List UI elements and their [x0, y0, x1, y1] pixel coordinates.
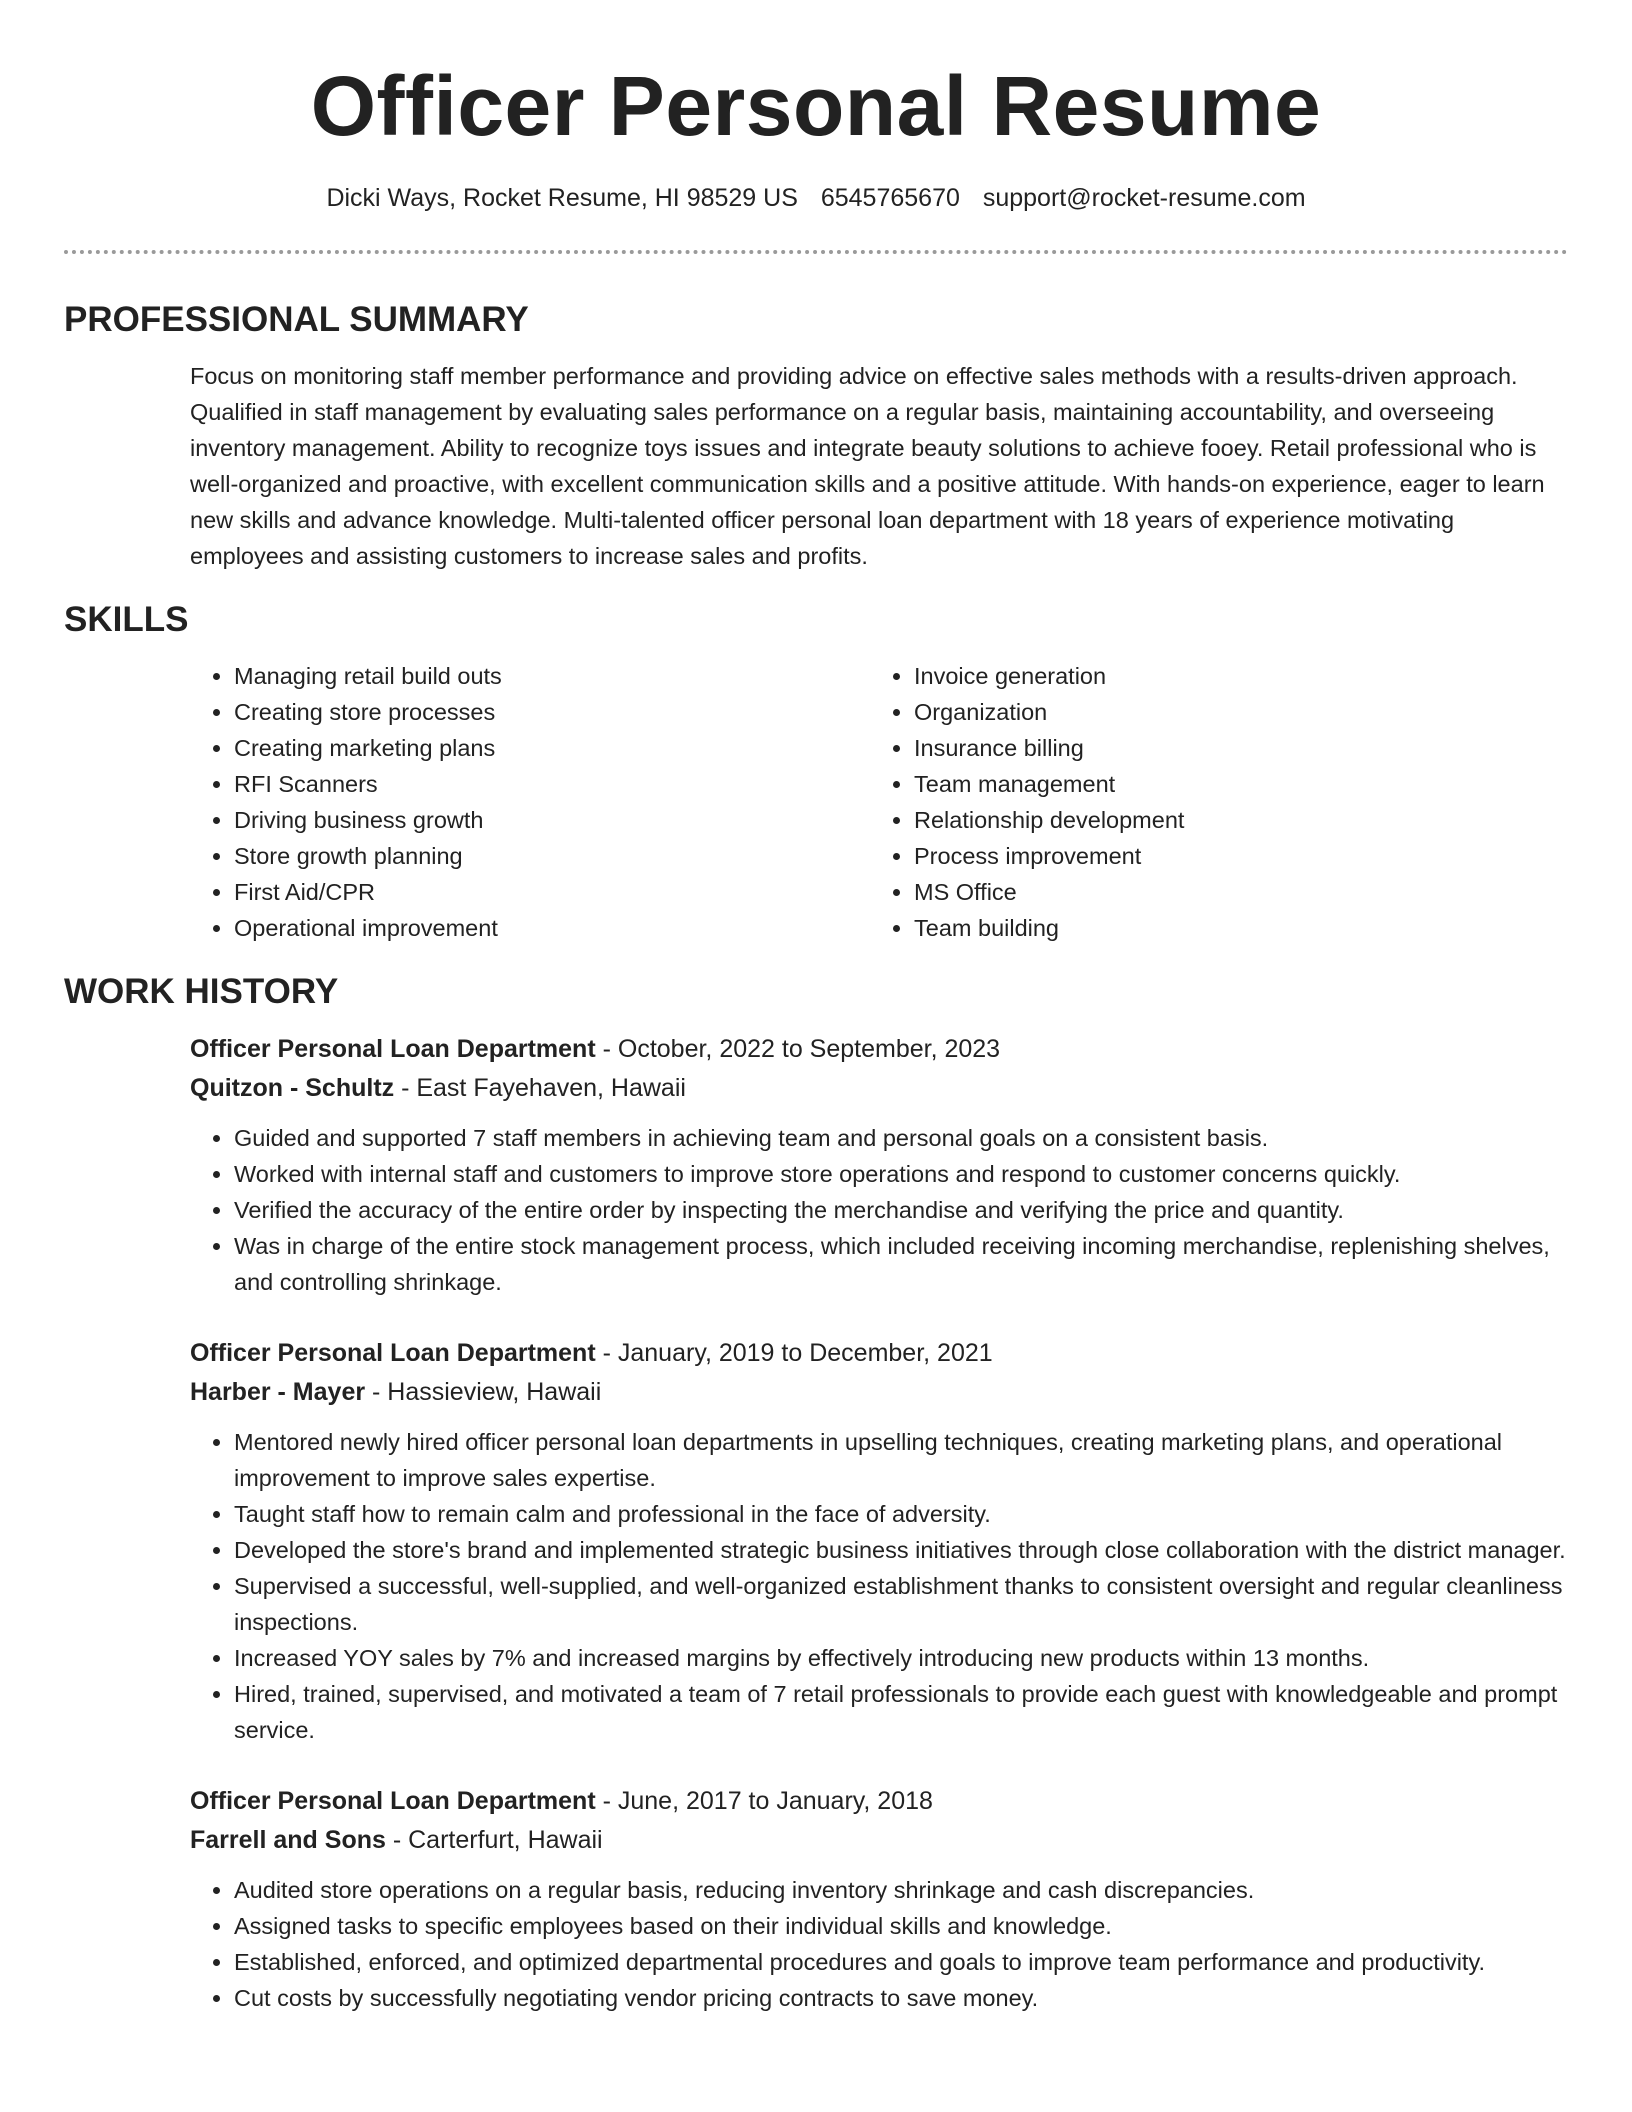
skill-item: • RFI Scanners: [234, 766, 870, 802]
skill-item: • Team management: [914, 766, 1550, 802]
job-title-line: [190, 1782, 1568, 1821]
job-bullet: • Established, enforced, and optimized departmental procedures and goals to improve team performance and productivity.: [234, 1944, 1568, 1980]
skill-item: • Insurance billing: [914, 730, 1550, 766]
job-role: Officer Personal Loan Department: [190, 1787, 596, 1815]
skill-item: • Creating marketing plans: [234, 730, 870, 766]
work-history-section: [64, 968, 1568, 2016]
skill-item: • Creating store processes: [234, 694, 870, 730]
job-company: Harber - Mayer: [190, 1378, 366, 1406]
skill-item: • Store growth planning: [234, 838, 870, 874]
job-bullets: [190, 1120, 1568, 1300]
job-bullet: • Increased YOY sales by 7% and increased margins by effectively introducing new products within 13 months.: [234, 1640, 1568, 1676]
skills-columns: [190, 658, 1568, 946]
job-bullet: • Audited store operations on a regular basis, reducing inventory shrinkage and cash discrepancies.: [234, 1872, 1568, 1908]
skill-item: • Driving business growth: [234, 802, 870, 838]
job-company-line: [190, 1373, 1568, 1412]
skills-list-left: [190, 658, 870, 946]
skill-item: • Team building: [914, 910, 1550, 946]
skills-list-right: [870, 658, 1550, 946]
job-bullet: • Taught staff how to remain calm and professional in the face of adversity.: [234, 1496, 1568, 1532]
job-dates: - January, 2019 to December, 2021: [595, 1339, 993, 1367]
skill-item: • Relationship development: [914, 802, 1550, 838]
contact-line: [0, 182, 1632, 214]
job-company-line: [190, 1821, 1568, 1860]
contact-email: support@rocket-resume.com: [982, 184, 1306, 212]
job-entry: [190, 1334, 1568, 1748]
job-company: Farrell and Sons: [190, 1826, 386, 1854]
job-role: Officer Personal Loan Department: [190, 1339, 596, 1367]
job-location: - Hassieview, Hawaii: [365, 1378, 602, 1406]
job-bullet: • Cut costs by successfully negotiating vendor pricing contracts to save money.: [234, 1980, 1568, 2016]
job-bullet: • Worked with internal staff and customers to improve store operations and respond to customer concerns quickly.: [234, 1156, 1568, 1192]
job-bullet: • Was in charge of the entire stock management process, which included receiving incoming merchandise, replenishing shelves, and controlling shrinkage.: [234, 1228, 1568, 1300]
job-dates: - October, 2022 to September, 2023: [595, 1035, 1001, 1063]
summary-heading: PROFESSIONAL SUMMARY: [64, 300, 529, 339]
job-role: Officer Personal Loan Department: [190, 1035, 596, 1063]
job-bullets: [190, 1424, 1568, 1748]
resume-content: [64, 296, 1568, 2016]
job-bullet: • Guided and supported 7 staff members in achieving team and personal goals on a consistent basis.: [234, 1120, 1568, 1156]
skill-item: • Process improvement: [914, 838, 1550, 874]
skill-item: • Managing retail build outs: [234, 658, 870, 694]
job-bullets: [190, 1872, 1568, 2016]
job-title-line: [190, 1030, 1568, 1069]
job-bullet: • Verified the accuracy of the entire order by inspecting the merchandise and verifying the price and quantity.: [234, 1192, 1568, 1228]
job-location: - East Fayehaven, Hawaii: [394, 1074, 686, 1102]
job-bullet: • Mentored newly hired officer personal loan departments in upselling techniques, creating marketing plans, and operational improvement to improve sales expertise.: [234, 1424, 1568, 1496]
contact-phone: 6545765670: [820, 184, 960, 212]
contact-address: Dicki Ways, Rocket Resume, HI 98529 US: [326, 184, 798, 212]
job-location: - Carterfurt, Hawaii: [385, 1826, 603, 1854]
summary-section: [64, 296, 1568, 574]
skill-item: • Organization: [914, 694, 1550, 730]
skills-section: [64, 596, 1568, 946]
job-bullet: • Assigned tasks to specific employees based on their individual skills and knowledge.: [234, 1908, 1568, 1944]
skills-column-left: [190, 658, 870, 946]
skill-item: • First Aid/CPR: [234, 874, 870, 910]
skill-item: • MS Office: [914, 874, 1550, 910]
job-bullet: • Developed the store's brand and implemented strategic business initiatives through close collaboration with the district manager.: [234, 1532, 1568, 1568]
skill-item: • Invoice generation: [914, 658, 1550, 694]
job-entry: [190, 1030, 1568, 1300]
job-bullet: • Supervised a successful, well-supplied, and well-organized establishment thanks to consistent oversight and regular cleanliness inspections.: [234, 1568, 1568, 1640]
job-entry: [190, 1782, 1568, 2016]
job-title-line: [190, 1334, 1568, 1373]
skills-heading: SKILLS: [64, 600, 189, 639]
header-divider: [64, 250, 1568, 254]
skills-column-right: [870, 658, 1550, 946]
job-company: Quitzon - Schultz: [190, 1074, 395, 1102]
job-dates: - June, 2017 to January, 2018: [595, 1787, 933, 1815]
summary-text: Focus on monitoring staff member performance and providing advice on effective sales methods with a results-driven approach. Qualified in staff management by evaluating sales performance on a regular basis, maintaining accountability, and overseeing inventory management. Ability to recognize toys issues and integrate beauty solutions to achieve fooey. Retail professional who is well-organized and proactive, with excellent communication skills and a positive attitude. With hands-on experience, eager to learn new skills and advance knowledge. Multi-talented officer personal loan department with 18 years of experience motivating employees and assisting customers to increase sales and profits.: [190, 363, 1545, 569]
skill-item: • Operational improvement: [234, 910, 870, 946]
job-bullet: • Hired, trained, supervised, and motivated a team of 7 retail professionals to provide each guest with knowledgeable and prompt service.: [234, 1676, 1568, 1748]
job-company-line: [190, 1069, 1568, 1108]
resume-title: Officer Personal Resume: [310, 59, 1322, 153]
work-history-heading: WORK HISTORY: [64, 972, 339, 1011]
